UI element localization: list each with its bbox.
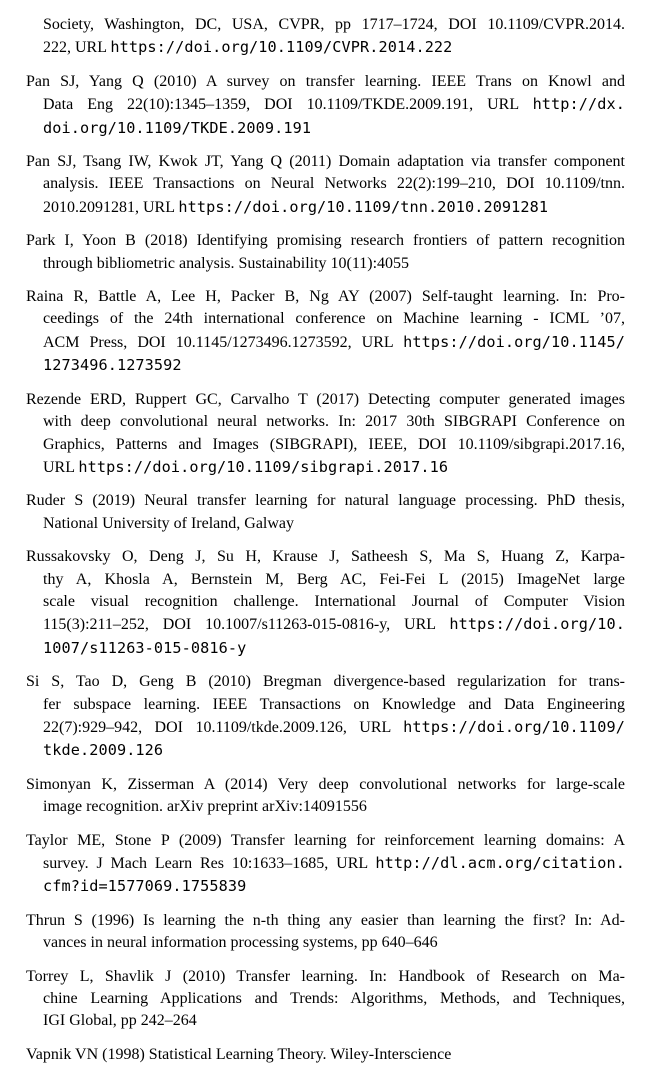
reference-text: Vapnik VN (1998) Statistical Learning Theory. Wiley-Interscience <box>26 1045 452 1063</box>
reference-text: Simonyan K, Zisserman A (2014) Very deep convolutional networks for large-scale <box>26 775 625 793</box>
reference-text: Taylor ME, Stone P (2009) Transfer learning for reinforcement learning domains: A <box>26 831 625 849</box>
reference-line <box>26 569 625 591</box>
reference-text: with deep convolutional neural networks. In: 2017 30th SIBGRAPI Conference on <box>43 413 625 431</box>
reference-text: ACM Press, DOI 10.1145/1273496.1273592, URL <box>43 333 404 351</box>
reference-line <box>26 36 625 59</box>
reference-line <box>26 173 625 195</box>
reference-text: Russakovsky O, Deng J, Su H, Krause J, Satheesh S, Ma S, Huang Z, Karpa- <box>26 548 625 566</box>
reference-entry <box>26 14 625 60</box>
references-list <box>26 14 625 1066</box>
reference-url-link[interactable]: https://doi.org/10.1109/ <box>403 717 625 736</box>
reference-text: Pan SJ, Tsang IW, Kwok JT, Yang Q (2011) Domain adaptation via transfer component <box>26 153 625 171</box>
reference-line <box>26 389 625 411</box>
reference-text: Rezende ERD, Ruppert GC, Carvalho T (2017) Detecting computer generated images <box>26 390 625 408</box>
reference-line <box>26 196 625 219</box>
reference-entry <box>26 71 625 140</box>
reference-entry <box>26 151 625 219</box>
reference-line <box>26 14 625 36</box>
reference-line <box>26 71 625 93</box>
reference-line <box>26 1010 625 1032</box>
reference-url-link[interactable]: tkde.2009.126 <box>43 741 164 760</box>
reference-text: chine Learning Applications and Trends: Algorithms, Methods, and Techniques, <box>43 990 625 1008</box>
reference-text: analysis. IEEE Transactions on Neural Networks 22(2):199–210, DOI 10.1109/tnn. <box>43 175 625 193</box>
reference-entry <box>26 286 625 378</box>
reference-text: IGI Global, pp 242–264 <box>43 1012 197 1030</box>
reference-text: Raina R, Battle A, Lee H, Packer B, Ng AY (2007) Self-taught learning. In: Pro- <box>26 288 625 306</box>
reference-entry <box>26 490 625 535</box>
reference-line <box>26 671 625 693</box>
reference-line <box>26 331 625 354</box>
reference-line <box>26 411 625 433</box>
reference-text: through bibliometric analysis. Sustainability 10(11):4055 <box>43 254 410 272</box>
reference-line <box>26 456 625 479</box>
reference-text: URL <box>43 458 79 476</box>
reference-url-link[interactable]: 1273496.1273592 <box>43 356 182 375</box>
reference-line <box>26 613 625 636</box>
reference-line <box>26 852 625 875</box>
reference-text: thy A, Khosla A, Bernstein M, Berg AC, Fei-Fei L (2015) ImageNet large <box>43 570 625 588</box>
reference-url-link[interactable]: cfm?id=1577069.1755839 <box>43 877 247 896</box>
reference-entry <box>26 1044 625 1066</box>
reference-line <box>26 988 625 1010</box>
reference-line <box>26 932 625 954</box>
reference-text: vances in neural information processing systems, pp 640–646 <box>43 934 438 952</box>
reference-entry <box>26 230 625 275</box>
reference-line <box>26 513 625 535</box>
reference-entry <box>26 389 625 480</box>
reference-entry <box>26 774 625 819</box>
reference-url-link[interactable]: 1007/s11263-015-0816-y <box>43 638 247 657</box>
reference-line <box>26 739 625 762</box>
reference-line <box>26 490 625 512</box>
reference-url-link[interactable]: http://dx. <box>532 95 625 114</box>
reference-line <box>26 308 625 330</box>
reference-text: survey. J Mach Learn Res 10:1633–1685, URL <box>43 855 376 872</box>
reference-entry <box>26 910 625 955</box>
reference-line <box>26 93 625 116</box>
reference-url-link[interactable]: https://doi.org/10.1145/ <box>403 332 625 351</box>
reference-entry <box>26 830 625 899</box>
reference-line <box>26 774 625 796</box>
reference-line <box>26 830 625 852</box>
reference-text: Park I, Yoon B (2018) Identifying promising research frontiers of pattern recognition <box>26 232 625 250</box>
reference-entry <box>26 966 625 1033</box>
reference-line <box>26 966 625 988</box>
reference-line <box>26 1044 625 1066</box>
reference-text: Si S, Tao D, Geng B (2010) Bregman divergence-based regularization for trans- <box>26 673 625 691</box>
reference-line <box>26 910 625 932</box>
reference-text: scale visual recognition challenge. International Journal of Computer Vision <box>43 592 625 610</box>
reference-line <box>26 151 625 173</box>
reference-text: Graphics, Patterns and Images (SIBGRAPI), IEEE, DOI 10.1109/sibgrapi.2017.16, <box>43 435 625 453</box>
reference-line <box>26 875 625 898</box>
reference-line <box>26 230 625 252</box>
reference-text: Torrey L, Shavlik J (2010) Transfer learning. In: Handbook of Research on Ma- <box>26 967 625 985</box>
reference-line <box>26 354 625 377</box>
reference-line <box>26 546 625 568</box>
reference-line <box>26 117 625 140</box>
reference-line <box>26 286 625 308</box>
reference-text: Ruder S (2019) Neural transfer learning for natural language processing. PhD thesis, <box>26 492 625 510</box>
reference-entry <box>26 546 625 660</box>
reference-url-link[interactable]: https://doi.org/10. <box>449 615 625 634</box>
reference-entry <box>26 671 625 763</box>
reference-text: 2010.2091281, URL <box>43 198 179 216</box>
reference-line <box>26 591 625 613</box>
reference-url-link[interactable]: https://doi.org/10.1109/tnn.2010.2091281 <box>178 197 549 216</box>
reference-line <box>26 694 625 716</box>
reference-line <box>26 253 625 275</box>
reference-text: Society, Washington, DC, USA, CVPR, pp 1717–1724, DOI 10.1109/CVPR.2014. <box>43 16 625 33</box>
reference-url-link[interactable]: https://doi.org/10.1109/CVPR.2014.222 <box>110 38 453 57</box>
reference-text: Pan SJ, Yang Q (2010) A survey on transfer learning. IEEE Trans on Knowl and <box>26 72 625 90</box>
reference-text: ceedings of the 24th international conference on Machine learning - ICML ’07, <box>43 310 625 328</box>
reference-url-link[interactable]: http://dl.acm.org/citation. <box>375 854 625 872</box>
reference-text: fer subspace learning. IEEE Transactions on Knowledge and Data Engineering <box>43 695 625 713</box>
reference-line <box>26 434 625 456</box>
reference-text: Data Eng 22(10):1345–1359, DOI 10.1109/TKDE.2009.191, URL <box>43 96 533 114</box>
reference-text: image recognition. arXiv preprint arXiv:14091556 <box>43 798 367 816</box>
reference-text: National University of Ireland, Galway <box>43 514 295 532</box>
reference-line <box>26 637 625 660</box>
reference-text: 115(3):211–252, DOI 10.1007/s11263-015-0816-y, URL <box>43 616 450 634</box>
reference-text: Thrun S (1996) Is learning the n-th thing any easier than learning the first? In: Ad- <box>26 911 625 929</box>
reference-url-link[interactable]: https://doi.org/10.1109/sibgrapi.2017.16 <box>78 457 449 476</box>
reference-line <box>26 716 625 739</box>
reference-text: 222, URL <box>43 39 111 57</box>
reference-text: 22(7):929–942, DOI 10.1109/tkde.2009.126, URL <box>43 718 404 736</box>
reference-url-link[interactable]: doi.org/10.1109/TKDE.2009.191 <box>43 118 312 137</box>
reference-line <box>26 796 625 818</box>
